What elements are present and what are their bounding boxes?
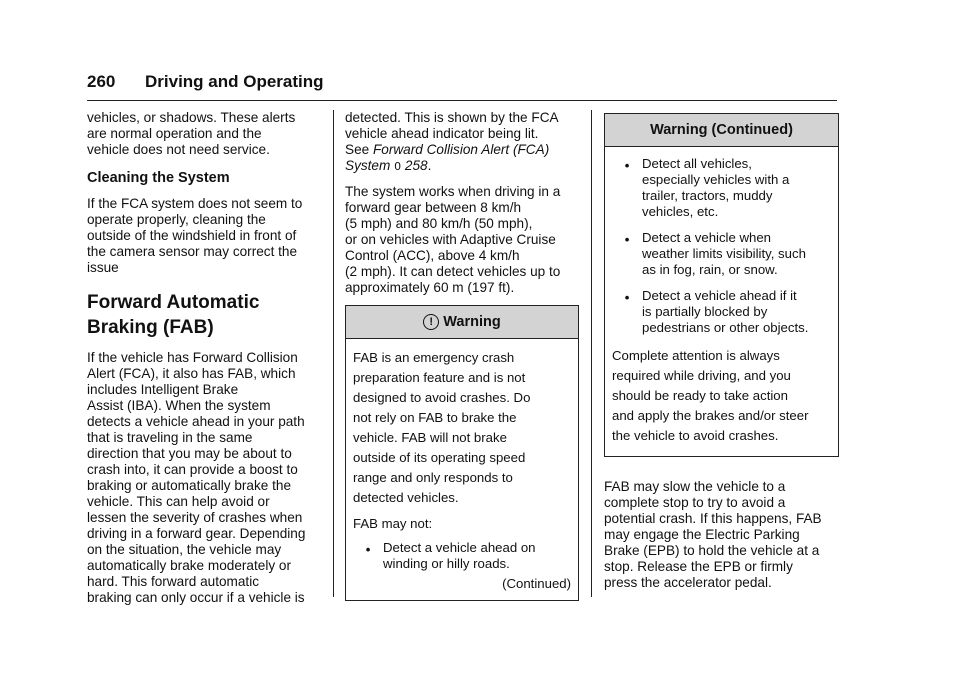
paragraph-cleaning: If the FCA system does not seem to operate properly, cleaning the outside of the windshield in front of the camera sensor may correct the issue bbox=[87, 196, 303, 275]
heading-cleaning-the-system: Cleaning the System bbox=[87, 170, 230, 186]
warning-lead: FAB may not: bbox=[353, 516, 433, 531]
paragraph-operating-speed: The system works when driving in a forward gear between 8 km/h (5 mph) and 80 km/h (50 mph), or on vehicles with Adaptive Cruise Control (ACC), above 4 km/h (2 mph). It can detect vehicles up to approximately 60 m (197 ft). bbox=[345, 184, 561, 295]
warning-box-header bbox=[346, 306, 578, 339]
bullet-text: Detect a vehicle ahead on winding or hilly roads. bbox=[383, 540, 536, 571]
continued-label: (Continued) bbox=[502, 576, 571, 591]
warning-title: Warning bbox=[443, 314, 501, 330]
text: . bbox=[427, 158, 432, 173]
cross-reference-link[interactable]: Forward Collision Alert (FCA) System bbox=[345, 142, 550, 173]
column-2 bbox=[345, 110, 579, 601]
page-number: 260 bbox=[87, 72, 116, 91]
warning-circle-icon: ! bbox=[423, 314, 439, 330]
list-item bbox=[612, 230, 831, 278]
warning-text: FAB is an emergency crash preparation feature and is not designed to avoid crashes. Do not rely on FAB to brake the vehicle. FAB will not brake outside of its operating speed range and only responds to detected vehicles. bbox=[353, 350, 531, 505]
paragraph-fca-indicator bbox=[345, 110, 579, 175]
column-3 bbox=[604, 110, 839, 600]
column-1 bbox=[87, 110, 329, 615]
warning-box-body bbox=[346, 339, 578, 600]
text: detected. This is shown by the FCA vehicle ahead indicator being lit. See bbox=[345, 110, 559, 157]
bullet-icon: • bbox=[624, 158, 630, 173]
paragraph-fab: If the vehicle has Forward Collision Alert (FCA), it also has FAB, which includes Intelligent Brake Assist (IBA). When the system detects a vehicle ahead in your path that is traveling in the same direction that you may be about to crash into, it can provide a boost to braking or automatically brake the vehicle. This can help avoid or lessen the severity of crashes when driving in a forward gear. Depending on the situation, the vehicle may automatically brake moderately or hard. This forward automatic braking can only occur if a vehicle is bbox=[87, 350, 306, 605]
bullet-icon: • bbox=[624, 290, 630, 305]
section-title: Driving and Operating bbox=[145, 72, 324, 91]
bullet-text: Detect a vehicle when weather limits visibility, such as in fog, rain, or snow. bbox=[642, 230, 806, 277]
list-item bbox=[612, 156, 831, 220]
column-divider bbox=[591, 110, 592, 597]
page-header bbox=[87, 70, 837, 101]
paragraph-fab-stop: FAB may slow the vehicle to a complete stop to try to avoid a potential crash. If this happens, FAB may engage the Electric Parking Brake (EPB) to hold the vehicle at a stop. Release the EPB or firmly press the accelerator pedal. bbox=[604, 479, 822, 590]
warning-continued-header: Warning (Continued) bbox=[605, 114, 838, 147]
bullet-text: Detect all vehicles, especially vehicles with a trailer, tractors, muddy vehicles, etc. bbox=[642, 156, 790, 219]
bullet-icon: • bbox=[624, 232, 630, 247]
heading-forward-automatic-braking: Forward Automatic Braking (FAB) bbox=[87, 292, 260, 338]
warning-continued-box bbox=[604, 113, 839, 457]
bullet-text: Detect a vehicle ahead if it is partially blocked by pedestrians or other objects. bbox=[642, 288, 809, 335]
warning-box bbox=[345, 305, 579, 601]
column-divider bbox=[333, 110, 334, 597]
bullet-icon: • bbox=[365, 542, 371, 557]
paragraph-alerts: vehicles, or shadows. These alerts are normal operation and the vehicle does not need service. bbox=[87, 110, 296, 157]
list-item bbox=[353, 540, 571, 572]
page-reference-icon: 0 bbox=[394, 160, 402, 173]
cross-reference-page[interactable]: 258 bbox=[404, 158, 428, 173]
warning-continued-body bbox=[605, 147, 838, 456]
list-item bbox=[612, 288, 831, 336]
warning-closing: Complete attention is always required while driving, and you should be ready to take action and apply the brakes and/or steer the vehicle to avoid crashes. bbox=[612, 348, 809, 443]
